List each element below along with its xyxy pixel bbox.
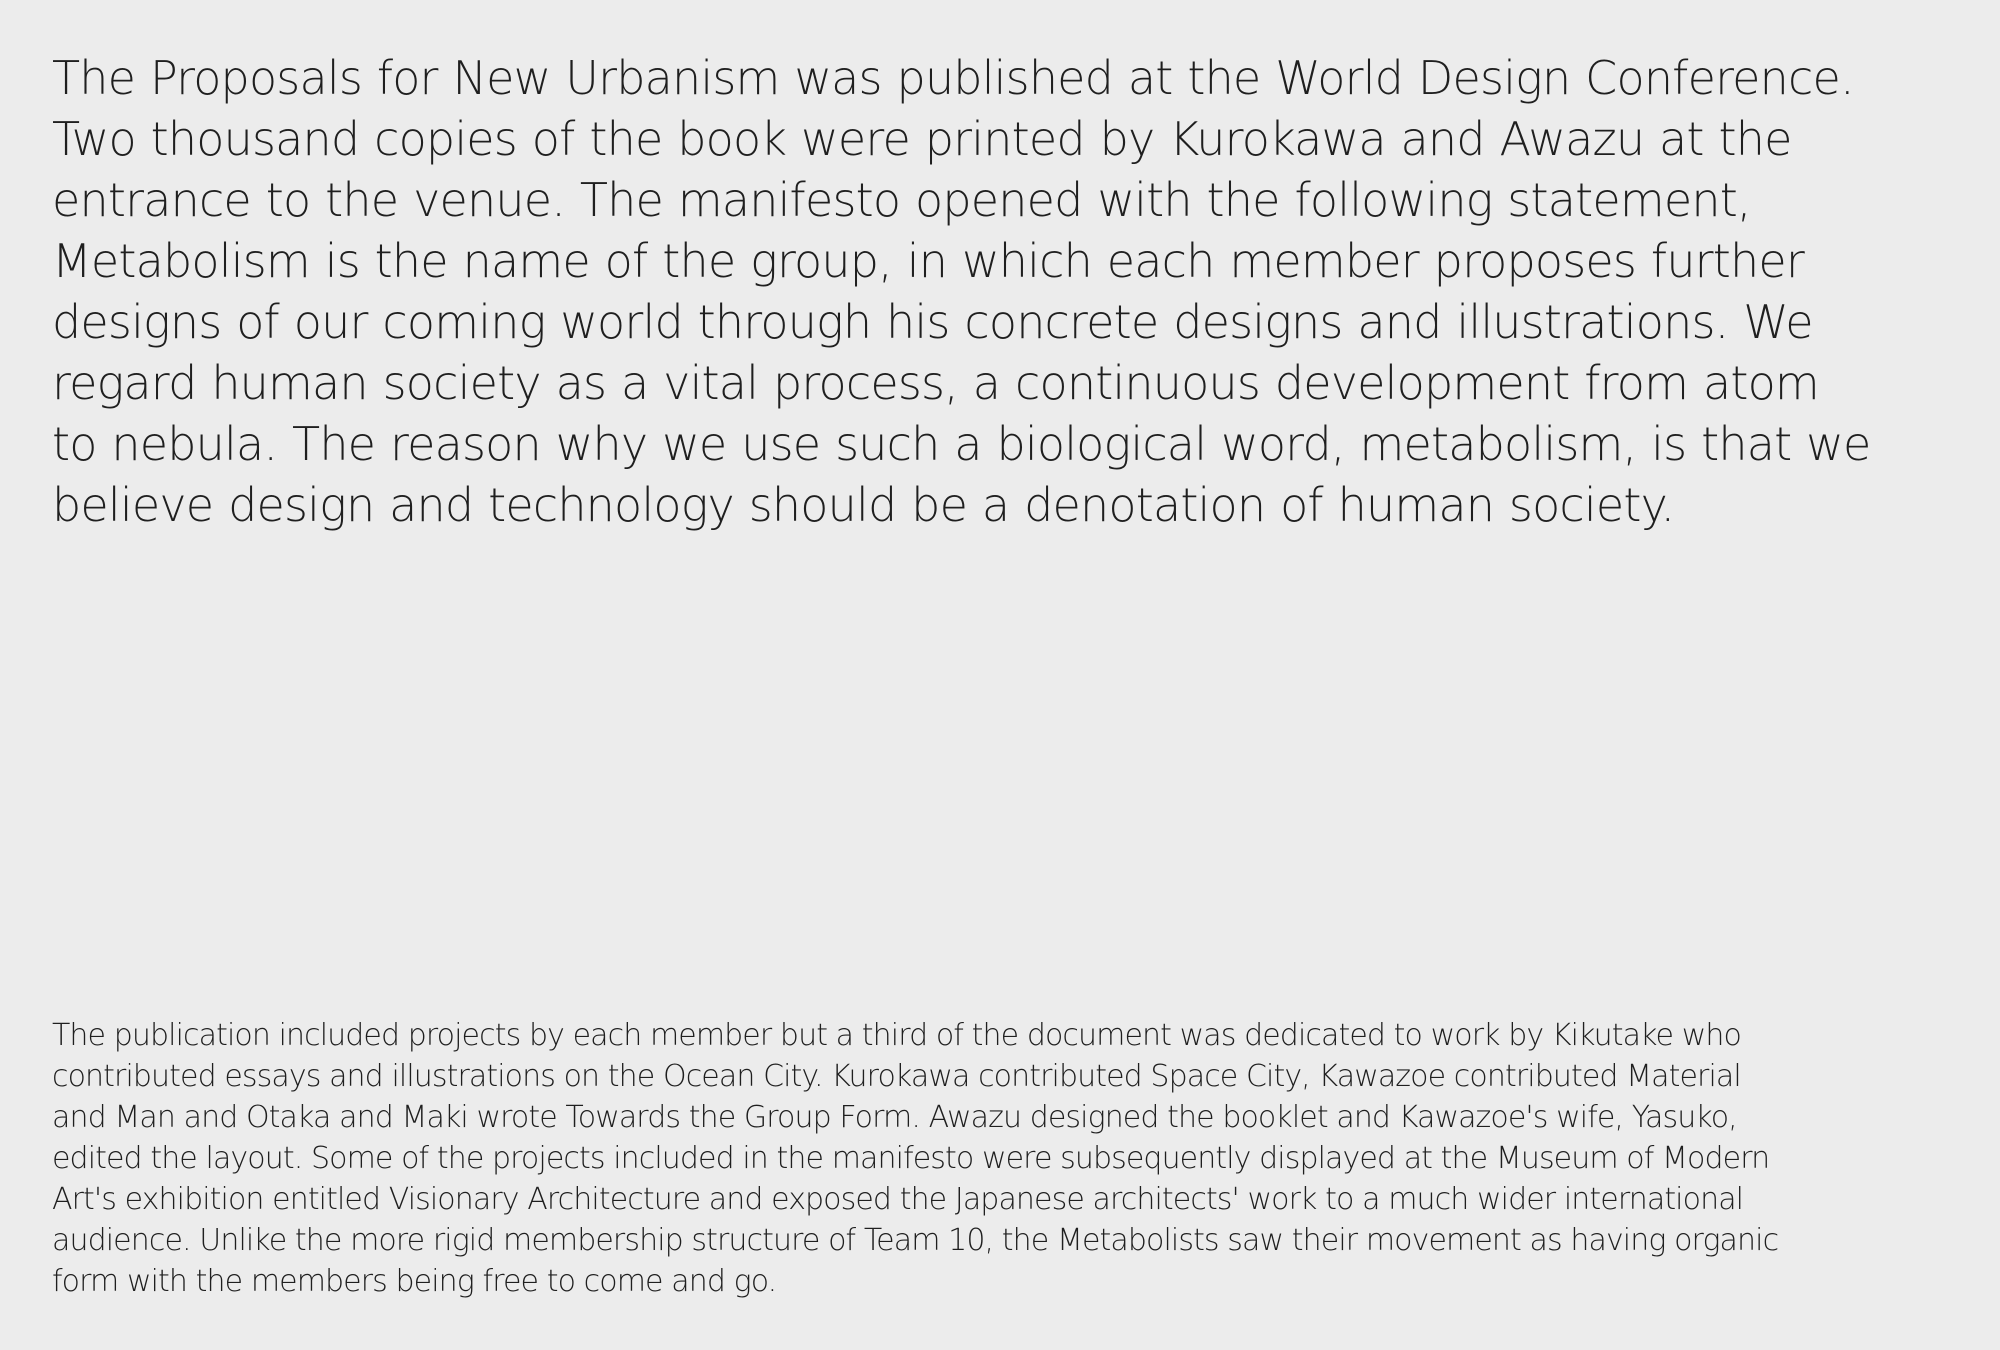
lead-paragraph: [52, 48, 1972, 536]
body-line: form with the members being free to come and go.: [52, 1264, 777, 1299]
lead-line: to nebula. The reason why we use such a biological word, metabolism, is that we: [52, 417, 1871, 471]
lead-line: designs of our coming world through his concrete designs and illustrations. We: [52, 295, 1813, 349]
lead-line: entrance to the venue. The manifesto opened with the following statement,: [52, 173, 1751, 227]
body-line: and Man and Otaka and Maki wrote Towards the Group Form. Awazu designed the booklet and Kawazoe's wife, Yasuko,: [52, 1100, 1737, 1135]
body-line: The publication included projects by each member but a third of the document was dedicated to work by Kikutake who: [52, 1018, 1741, 1053]
lead-line: believe design and technology should be a denotation of human society.: [52, 478, 1675, 532]
body-paragraph: [52, 1015, 1972, 1302]
body-line: edited the layout. Some of the projects included in the manifesto were subsequently displayed at the Museum of Modern: [52, 1141, 1770, 1176]
lead-line: Metabolism is the name of the group, in which each member proposes further: [52, 234, 1804, 288]
body-line: audience. Unlike the more rigid membership structure of Team 10, the Metabolists saw their movement as having organic: [52, 1223, 1779, 1258]
body-line: Art's exhibition entitled Visionary Architecture and exposed the Japanese architects' work to a much wider international: [52, 1182, 1744, 1217]
lead-line: regard human society as a vital process, a continuous development from atom: [52, 356, 1819, 410]
lead-line: The Proposals for New Urbanism was published at the World Design Conference.: [52, 51, 1854, 105]
body-line: contributed essays and illustrations on the Ocean City. Kurokawa contributed Space City, Kawazoe contributed Material: [52, 1059, 1741, 1094]
lead-line: Two thousand copies of the book were printed by Kurokawa and Awazu at the: [52, 112, 1792, 166]
